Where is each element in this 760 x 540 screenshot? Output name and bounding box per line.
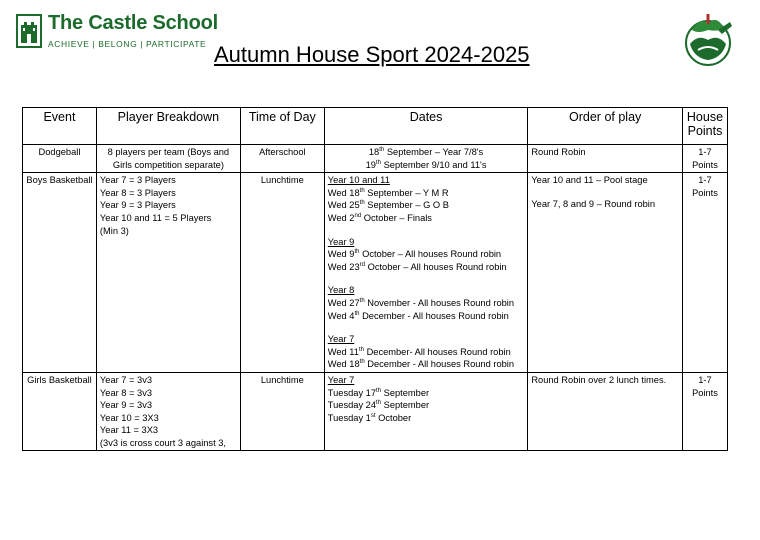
player-line: Year 7 = 3 Players (99, 175, 176, 186)
points-cell: 1-7 Points (682, 173, 727, 373)
order-line: Year 7, 8 and 9 – Round robin (531, 198, 656, 209)
player-line: Year 9 = 3v3 (99, 400, 153, 411)
header-house-points: House Points (682, 108, 727, 145)
points-cell: 1-7 Points (682, 372, 727, 451)
table-row (23, 145, 728, 173)
points-cell: 1-7 Points (682, 145, 727, 173)
event-cell: Dodgeball (23, 145, 97, 173)
event-cell: Girls Basketball (23, 372, 97, 451)
player-line: Year 10 = 3X3 (99, 412, 159, 423)
dates-group-heading: Year 10 and 11 (327, 175, 390, 186)
player-line: (3v3 is cross court 3 against 3, (99, 437, 227, 448)
school-logo (14, 12, 218, 58)
date-line: Wed 11th December- All houses Round robin (327, 346, 511, 357)
date-line: Wed 27th November - All houses Round robin (327, 297, 515, 308)
school-crest-icon (678, 10, 738, 70)
player-line: Year 8 = 3 Players (99, 187, 176, 198)
school-motto: ACHIEVE | BELONG | PARTICIPATE (48, 39, 207, 49)
order-cell (528, 173, 683, 373)
player-line: Year 9 = 3 Players (99, 200, 176, 211)
date-line: Tuesday 24th September (327, 400, 430, 411)
date-line: Wed 25th September – G O B (327, 200, 449, 211)
dates-group-heading: Year 9 (327, 236, 355, 247)
header-event: Event (23, 108, 97, 145)
header-time-of-day: Time of Day (240, 108, 324, 145)
header-player-breakdown: Player Breakdown (96, 108, 240, 145)
dates-group-heading: Year 8 (327, 285, 355, 296)
player-line: Year 8 = 3v3 (99, 387, 153, 398)
table-row (23, 372, 728, 451)
table-header-row (23, 108, 728, 145)
event-cell: Boys Basketball (23, 173, 97, 373)
time-cell: Afterschool (240, 145, 324, 173)
dates-cell (324, 173, 528, 373)
table-row (23, 173, 728, 373)
order-cell: Round Robin (528, 145, 683, 173)
date-line: Wed 18th December - All houses Round robin (327, 359, 515, 370)
time-cell: Lunchtime (240, 372, 324, 451)
date-line: Wed 18th September – Y M R (327, 187, 449, 198)
player-line: Year 10 and 11 = 5 Players (99, 212, 212, 223)
players-cell (96, 173, 240, 373)
player-line: (Min 3) (99, 225, 129, 236)
dates-cell (324, 145, 528, 173)
header-order-of-play: Order of play (528, 108, 683, 145)
date-line: 18th September – Year 7/8's (368, 146, 484, 157)
player-line: Year 11 = 3X3 (99, 425, 159, 436)
header-dates: Dates (324, 108, 528, 145)
date-line: Tuesday 17th September (327, 387, 430, 398)
sports-schedule-table (22, 107, 728, 451)
time-cell: Lunchtime (240, 173, 324, 373)
date-line: Wed 4th December - All houses Round robin (327, 310, 509, 321)
castle-icon (16, 14, 42, 48)
date-line: 19th September 9/10 and 11's (365, 159, 487, 170)
player-line: Year 7 = 3v3 (99, 374, 153, 385)
date-line: Wed 23rd October – All houses Round robin (327, 261, 507, 272)
date-line: Wed 9th October – All houses Round robin (327, 249, 502, 260)
school-name: The Castle School (48, 12, 218, 34)
players-cell (96, 372, 240, 451)
date-line: Wed 2nd October – Finals (327, 212, 432, 223)
players-cell: 8 players per team (Boys and Girls competition separate) (96, 145, 240, 173)
date-line: Tuesday 1st October (327, 412, 412, 423)
order-line: Year 10 and 11 – Pool stage (531, 175, 648, 186)
dates-group-heading: Year 7 (327, 374, 355, 385)
page-title: Autumn House Sport 2024-2025 (214, 42, 530, 67)
order-cell: Round Robin over 2 lunch times. (528, 372, 683, 451)
dates-cell (324, 372, 528, 451)
dates-group-heading: Year 7 (327, 334, 355, 345)
